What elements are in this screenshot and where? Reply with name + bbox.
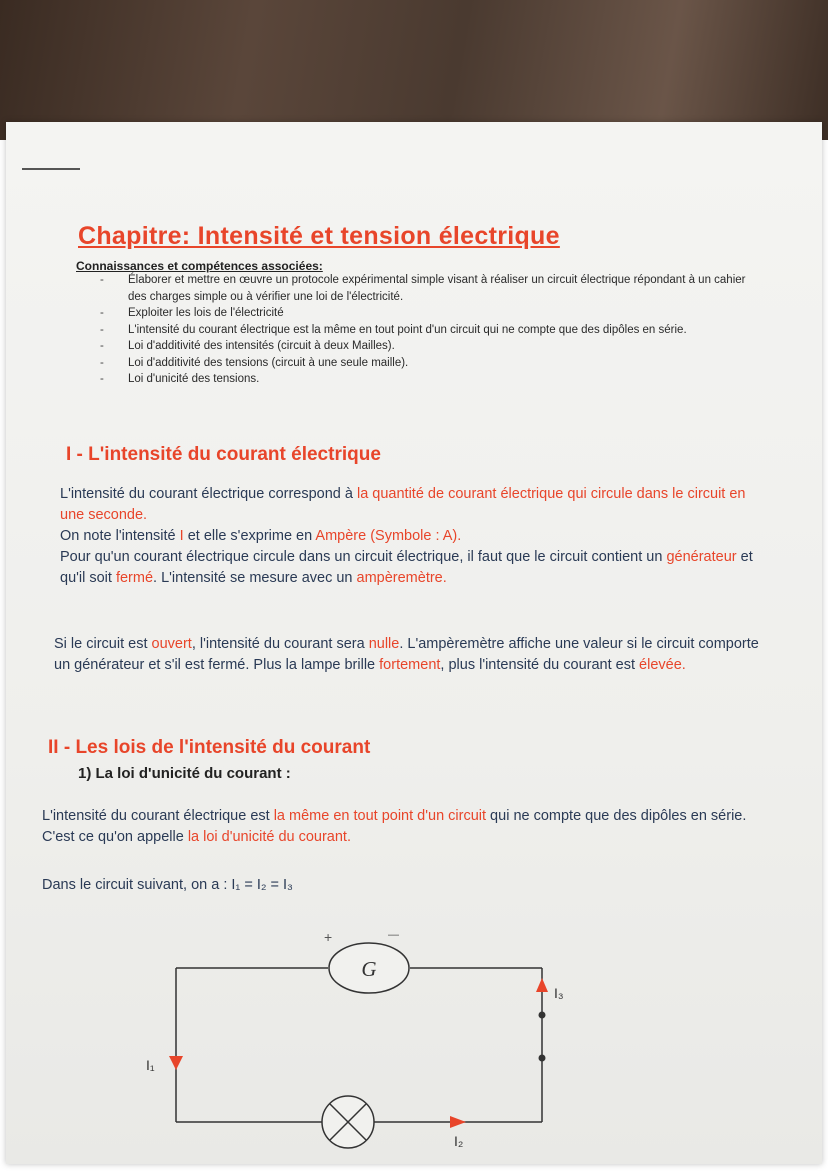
text-run: Pour qu'un courant électrique circule dans un circuit électrique, il faut que le circuit contient un — [60, 549, 667, 565]
competences-heading: Connaissances et compétences associées: — [76, 259, 323, 273]
text-run: L'intensité du courant électrique correspond à — [60, 486, 357, 502]
section1-paragraph2 — [54, 634, 768, 676]
current-label-i2: I₂ — [454, 1133, 464, 1149]
current-arrow-i2 — [450, 1116, 466, 1128]
text-run: On note l'intensité — [60, 528, 180, 544]
chapter-title: Chapitre: Intensité et tension électrique — [78, 222, 560, 250]
current-label-i3: I₃ — [554, 985, 564, 1001]
junction-dot — [539, 1055, 546, 1062]
text-run-highlight: la quantité de courant électrique qui circule dans le circuit en une seconde. — [60, 486, 746, 523]
text-run: Si le circuit est — [54, 636, 152, 652]
text-run-highlight: élevée. — [639, 657, 686, 673]
list-item: - Loi d'additivité des tensions (circuit à une seule maille). — [96, 355, 766, 372]
plus-sign: + — [324, 929, 333, 945]
text-run-highlight: I — [179, 528, 184, 544]
list-item: - L'intensité du courant électrique est la même en tout point d'un circuit qui ne compte que des dipôles en série. — [96, 322, 766, 339]
generator-label: G — [361, 957, 377, 981]
section2-heading: II - Les lois de l'intensité du courant — [48, 737, 371, 758]
list-item: - Élaborer et mettre en œuvre un protocole expérimental simple visant à réaliser un circuit électrique répondant à un cahier des charges simple ou à vérifier une loi de l'électricité. — [96, 272, 766, 305]
list-item: - Exploiter les lois de l'électricité — [96, 305, 766, 322]
circuit-diagram — [120, 920, 580, 1150]
text-run: et qu'il soit — [60, 549, 753, 586]
junction-dot — [539, 1012, 546, 1019]
current-label-i1: I₁ — [146, 1057, 155, 1073]
section2-subheading: 1) La loi d'unicité du courant : — [78, 765, 291, 782]
text-run-highlight: générateur — [666, 549, 737, 565]
competences-list — [96, 272, 766, 388]
text-run: . L'ampèremètre affiche une valeur si le circuit comporte un générateur et s'il est fermé. Plus la lampe brille — [54, 636, 759, 673]
text-run: . L'intensité se mesure avec un — [153, 570, 357, 586]
section2-paragraph1 — [42, 806, 762, 848]
text-run-highlight: nulle — [368, 636, 400, 652]
text-run-highlight: Ampère (Symbole : A). — [315, 528, 462, 544]
text-run-highlight: fermé — [115, 570, 154, 586]
text-run: L'intensité du courant électrique est — [42, 808, 274, 824]
current-arrow-i3 — [536, 978, 548, 992]
text-run-highlight: fortement — [379, 657, 441, 673]
background-table — [0, 0, 828, 140]
list-item: - Loi d'unicité des tensions. — [96, 371, 766, 388]
text-run: qui ne compte que des dipôles en série. C'est ce qu'on appelle — [42, 808, 747, 845]
text-run-highlight: ouvert — [151, 636, 192, 652]
section1-heading: I - L'intensité du courant électrique — [66, 444, 381, 465]
current-arrow-i1 — [169, 1056, 183, 1070]
minus-sign: — — [388, 929, 399, 941]
list-item: - Loi d'additivité des intensités (circuit à deux Mailles). — [96, 338, 766, 355]
text-run: et elle s'exprime en — [183, 528, 316, 544]
text-run-highlight: ampèremètre. — [356, 570, 447, 586]
section2-paragraph2: Dans le circuit suivant, on a : I₁ = I₂ = I₃ — [42, 877, 293, 893]
text-run-highlight: la loi d'unicité du courant. — [187, 829, 351, 845]
text-run-highlight: la même en tout point d'un circuit — [273, 808, 487, 824]
edge-mark — [22, 168, 80, 170]
text-run: , plus l'intensité du courant est — [440, 657, 640, 673]
section1-paragraph1 — [60, 484, 770, 589]
text-run: , l'intensité du courant sera — [191, 636, 369, 652]
